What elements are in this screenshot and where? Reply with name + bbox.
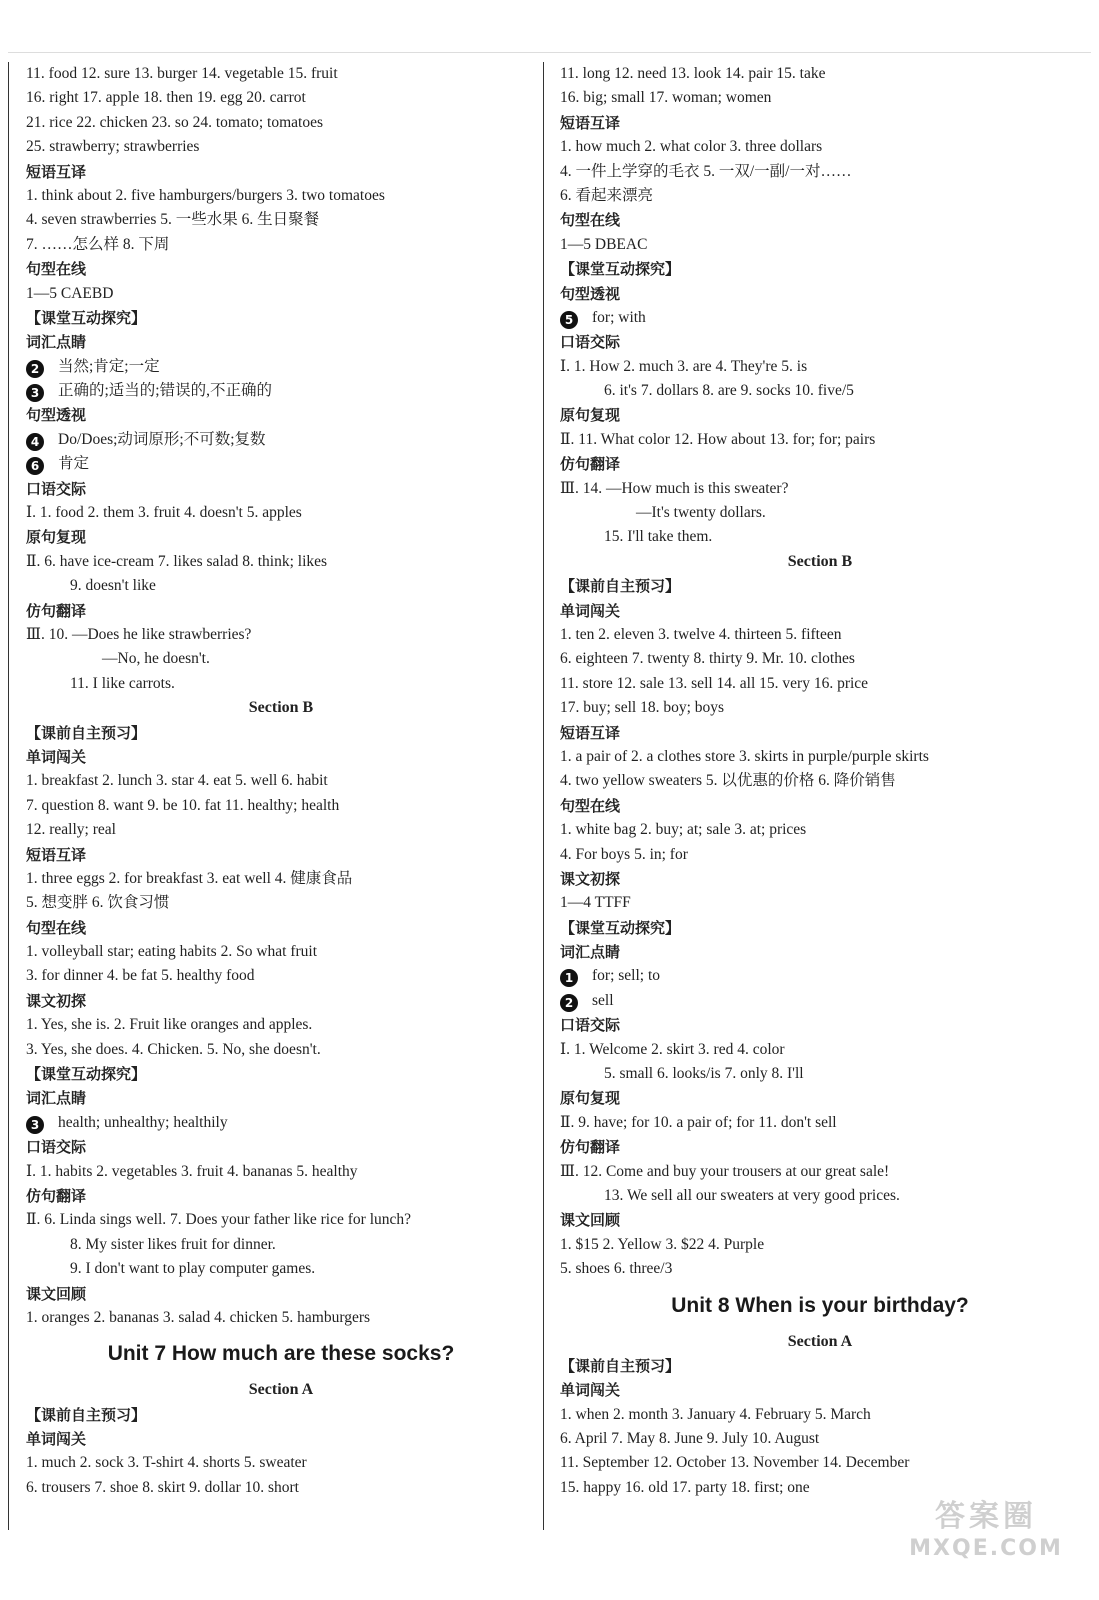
answer-line: —It's twenty dollars. bbox=[636, 504, 766, 522]
numbered-point bbox=[560, 306, 1080, 330]
point-text: sell bbox=[592, 991, 614, 1009]
circled-number-icon: 4 bbox=[26, 433, 44, 451]
answer-line: 5. shoes 6. three/3 bbox=[560, 1260, 673, 1278]
answer-line: Ⅱ. 9. have; for 10. a pair of; for 11. don't sell bbox=[560, 1113, 837, 1131]
section-title: Section A bbox=[787, 1332, 853, 1350]
left-margin-rule bbox=[8, 62, 9, 1530]
numbered-point bbox=[560, 989, 1080, 1013]
answer-line: 9. I don't want to play computer games. bbox=[70, 1260, 316, 1278]
point-text: 正确的;适当的;错误的,不正确的 bbox=[58, 382, 272, 400]
numbered-point bbox=[26, 379, 536, 403]
answer-line: 1. much 2. sock 3. T-shirt 4. shorts 5. sweater bbox=[26, 1454, 307, 1472]
section-heading: 短语互译 bbox=[560, 723, 621, 742]
section-heading: 课文回顾 bbox=[26, 1284, 87, 1303]
answer-line: 1. three eggs 2. for breakfast 3. eat well 4. 健康食品 bbox=[26, 869, 353, 887]
section-heading: 句型在线 bbox=[560, 211, 621, 230]
section-heading: 单词闯关 bbox=[560, 601, 621, 620]
section-title: Section B bbox=[248, 699, 314, 717]
section-heading: 【课前自主预习】 bbox=[26, 723, 147, 742]
point-text: for; sell; to bbox=[592, 967, 661, 985]
section-heading: 句型透视 bbox=[26, 406, 87, 425]
answer-line: 13. We sell all our sweaters at very good prices. bbox=[604, 1186, 900, 1204]
section-heading: 【课前自主预习】 bbox=[560, 577, 681, 596]
answer-line: Ⅲ. 14. —How much is this sweater? bbox=[560, 479, 789, 497]
left-column bbox=[26, 62, 536, 1500]
section-heading: 词汇点睛 bbox=[26, 333, 87, 352]
section-heading: 口语交际 bbox=[560, 333, 621, 352]
answer-line: 4. For boys 5. in; for bbox=[560, 845, 688, 863]
answer-line: 3. for dinner 4. be fat 5. healthy food bbox=[26, 967, 255, 985]
answer-line: 11. long 12. need 13. look 14. pair 15. take bbox=[560, 65, 826, 82]
answer-line: 21. rice 22. chicken 23. so 24. tomato; tomatoes bbox=[26, 113, 324, 131]
answer-line: 16. right 17. apple 18. then 19. egg 20. carrot bbox=[26, 89, 306, 107]
column-divider bbox=[543, 62, 544, 1530]
section-heading: 课文初探 bbox=[560, 869, 621, 888]
answer-line: Ⅲ. 12. Come and buy your trousers at our great sale! bbox=[560, 1162, 890, 1180]
numbered-point bbox=[26, 452, 536, 476]
answer-line: 7. ……怎么样 8. 下周 bbox=[26, 235, 170, 253]
section-heading: 课文回顾 bbox=[560, 1211, 621, 1230]
answer-line: Ⅰ. 1. habits 2. vegetables 3. fruit 4. bananas 5. healthy bbox=[26, 1162, 358, 1180]
section-heading: 【课前自主预习】 bbox=[26, 1405, 147, 1424]
section-heading: 短语互译 bbox=[560, 113, 621, 132]
section-heading: 短语互译 bbox=[26, 162, 87, 181]
section-title: Section A bbox=[248, 1381, 314, 1399]
section-heading: 短语互译 bbox=[26, 845, 87, 864]
circled-number-icon: 2 bbox=[26, 360, 44, 378]
answer-line: 1. when 2. month 3. January 4. February 5. March bbox=[560, 1405, 871, 1423]
section-heading: 句型在线 bbox=[560, 796, 621, 815]
answer-line: Ⅰ. 1. How 2. much 3. are 4. They're 5. is bbox=[560, 357, 808, 375]
answer-line: Ⅰ. 1. Welcome 2. skirt 3. red 4. color bbox=[560, 1040, 785, 1058]
section-heading: 单词闯关 bbox=[560, 1381, 621, 1400]
answer-line: 1. breakfast 2. lunch 3. star 4. eat 5. well 6. habit bbox=[26, 772, 328, 790]
answer-line: Ⅱ. 6. Linda sings well. 7. Does your father like rice for lunch? bbox=[26, 1211, 412, 1229]
answer-line: 12. really; real bbox=[26, 821, 116, 839]
section-heading: 【课堂互动探究】 bbox=[26, 308, 147, 327]
unit-title: Unit 8 When is your birthday? bbox=[671, 1293, 969, 1317]
answer-line: 1—5 DBEAC bbox=[560, 235, 648, 253]
answer-line: 4. seven strawberries 5. 一些水果 6. 生日聚餐 bbox=[26, 211, 320, 229]
numbered-point bbox=[26, 355, 536, 379]
watermark-logo-text: 答案圈 bbox=[935, 1499, 1037, 1534]
answer-line: 1. how much 2. what color 3. three dollars bbox=[560, 138, 823, 156]
answer-line: 1. white bag 2. buy; at; sale 3. at; prices bbox=[560, 821, 807, 839]
answer-line: 1. a pair of 2. a clothes store 3. skirts in purple/purple skirts bbox=[560, 747, 929, 765]
circled-number-icon: 1 bbox=[560, 969, 578, 987]
right-column bbox=[560, 62, 1080, 1500]
section-heading: 仿句翻译 bbox=[26, 1186, 87, 1205]
answer-line: 1. $15 2. Yellow 3. $22 4. Purple bbox=[560, 1235, 765, 1253]
point-text: health; unhealthy; healthily bbox=[58, 1113, 228, 1131]
circled-number-icon: 3 bbox=[26, 384, 44, 402]
section-heading: 口语交际 bbox=[26, 1138, 87, 1157]
section-heading: 单词闯关 bbox=[26, 1430, 87, 1449]
answer-line: 25. strawberry; strawberries bbox=[26, 138, 200, 156]
circled-number-icon: 3 bbox=[26, 1116, 44, 1134]
answer-line: 1. ten 2. eleven 3. twelve 4. thirteen 5. fifteen bbox=[560, 625, 842, 643]
answer-line: Ⅲ. 10. —Does he like strawberries? bbox=[26, 625, 252, 643]
numbered-point bbox=[560, 964, 1080, 988]
point-text: Do/Does;动词原形;不可数;复数 bbox=[58, 430, 266, 448]
answer-line: 5. 想变胖 6. 饮食习惯 bbox=[26, 894, 170, 912]
point-text: 肯定 bbox=[58, 455, 90, 473]
answer-line: 1. think about 2. five hamburgers/burgers 3. two tomatoes bbox=[26, 186, 385, 204]
answer-line: 11. I like carrots. bbox=[70, 674, 175, 692]
answer-line: Ⅰ. 1. food 2. them 3. fruit 4. doesn't 5. apples bbox=[26, 504, 302, 522]
answer-line: 5. small 6. looks/is 7. only 8. I'll bbox=[604, 1065, 804, 1083]
section-heading: 仿句翻译 bbox=[26, 601, 87, 620]
section-heading: 句型透视 bbox=[560, 284, 621, 303]
circled-number-icon: 6 bbox=[26, 457, 44, 475]
answer-line: 15. happy 16. old 17. party 18. first; one bbox=[560, 1478, 810, 1496]
answer-line: 4. two yellow sweaters 5. 以优惠的价格 6. 降价销售 bbox=[560, 772, 896, 790]
answer-line: 17. buy; sell 18. boy; boys bbox=[560, 699, 725, 717]
answer-line: 4. 一件上学穿的毛衣 5. 一双/一副/一对…… bbox=[560, 162, 852, 180]
section-heading: 仿句翻译 bbox=[560, 455, 621, 474]
section-heading: 词汇点睛 bbox=[26, 1089, 87, 1108]
point-text: 当然;肯定;一定 bbox=[58, 357, 160, 375]
answer-line: 1—4 TTFF bbox=[560, 894, 631, 912]
section-heading: 仿句翻译 bbox=[560, 1138, 621, 1157]
section-heading: 【课堂互动探究】 bbox=[560, 918, 681, 937]
answer-line: 11. September 12. October 13. November 14. December bbox=[560, 1454, 910, 1472]
section-heading: 原句复现 bbox=[560, 406, 621, 425]
top-border bbox=[8, 52, 1091, 53]
answer-line: 6. trousers 7. shoe 8. skirt 9. dollar 10. short bbox=[26, 1478, 299, 1496]
answer-line: 16. big; small 17. woman; women bbox=[560, 89, 772, 107]
section-heading: 口语交际 bbox=[26, 479, 87, 498]
answer-line: 3. Yes, she does. 4. Chicken. 5. No, she doesn't. bbox=[26, 1040, 321, 1058]
answer-line: 8. My sister likes fruit for dinner. bbox=[70, 1235, 276, 1253]
point-text: for; with bbox=[592, 308, 646, 326]
section-heading: 词汇点睛 bbox=[560, 943, 621, 962]
answer-line: 1—5 CAEBD bbox=[26, 284, 114, 302]
section-heading: 原句复现 bbox=[560, 1089, 621, 1108]
section-heading: 【课堂互动探究】 bbox=[26, 1065, 147, 1084]
answer-line: 11. store 12. sale 13. sell 14. all 15. very 16. price bbox=[560, 674, 869, 692]
section-heading: 课文初探 bbox=[26, 991, 87, 1010]
answer-line: 15. I'll take them. bbox=[604, 528, 713, 546]
section-heading: 【课前自主预习】 bbox=[560, 1356, 681, 1375]
answer-line: —No, he doesn't. bbox=[102, 650, 210, 668]
section-heading: 句型在线 bbox=[26, 260, 87, 279]
watermark-url: MXQE.COM bbox=[909, 1536, 1063, 1561]
answer-line: Ⅱ. 6. have ice-cream 7. likes salad 8. think; likes bbox=[26, 552, 328, 570]
answer-line: 1. Yes, she is. 2. Fruit like oranges and apples. bbox=[26, 1016, 313, 1034]
answer-line: 1. oranges 2. bananas 3. salad 4. chicken 5. hamburgers bbox=[26, 1308, 371, 1326]
numbered-point bbox=[26, 1111, 536, 1135]
section-heading: 句型在线 bbox=[26, 918, 87, 937]
section-heading: 口语交际 bbox=[560, 1016, 621, 1035]
section-heading: 【课堂互动探究】 bbox=[560, 260, 681, 279]
circled-number-icon: 5 bbox=[560, 311, 578, 329]
answer-line: 6. it's 7. dollars 8. are 9. socks 10. five/5 bbox=[604, 382, 854, 400]
section-heading: 原句复现 bbox=[26, 528, 87, 547]
answer-line: 6. April 7. May 8. June 9. July 10. August bbox=[560, 1430, 820, 1448]
answer-line: 6. eighteen 7. twenty 8. thirty 9. Mr. 10. clothes bbox=[560, 650, 855, 668]
section-heading: 单词闯关 bbox=[26, 747, 87, 766]
site-watermark bbox=[901, 1498, 1071, 1566]
answer-line: Ⅱ. 11. What color 12. How about 13. for; for; pairs bbox=[560, 430, 876, 448]
section-title: Section B bbox=[787, 552, 853, 570]
answer-line: 9. doesn't like bbox=[70, 577, 156, 595]
answer-line: 11. food 12. sure 13. burger 14. vegetable 15. fruit bbox=[26, 65, 338, 82]
answer-line: 7. question 8. want 9. be 10. fat 11. healthy; health bbox=[26, 796, 340, 814]
numbered-point bbox=[26, 428, 536, 452]
answer-line: 1. volleyball star; eating habits 2. So what fruit bbox=[26, 943, 318, 961]
answer-line: 6. 看起来漂亮 bbox=[560, 186, 654, 204]
unit-title: Unit 7 How much are these socks? bbox=[107, 1342, 455, 1366]
circled-number-icon: 2 bbox=[560, 994, 578, 1012]
